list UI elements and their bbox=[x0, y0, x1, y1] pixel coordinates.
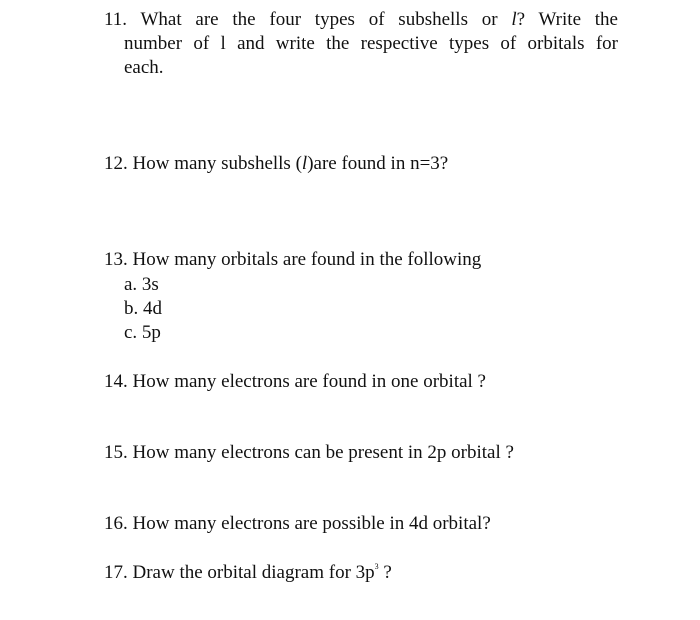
question-13-item-a: a. 3s bbox=[124, 274, 159, 295]
question-11-line-1: 11. What are the four types of subshells or l? Write the bbox=[104, 9, 618, 30]
question-13-item-b: b. 4d bbox=[124, 298, 162, 319]
question-15: 15. How many electrons can be present in 2p orbital ? bbox=[104, 442, 514, 463]
question-17: 17. Draw the orbital diagram for $3p^3$ ? bbox=[104, 562, 392, 583]
question-11 bbox=[104, 8, 618, 80]
question-16: 16. How many electrons are possible in 4d orbital? bbox=[104, 513, 491, 534]
question-13-item-c: c. 5p bbox=[124, 322, 161, 343]
question-13: 13. How many orbitals are found in the following bbox=[104, 249, 482, 270]
question-11-line-2: number of l and write the respective types of orbitals for bbox=[124, 33, 618, 54]
question-11-line-3: each. bbox=[124, 57, 164, 78]
question-14: 14. How many electrons are found in one orbital ? bbox=[104, 371, 486, 392]
superscript-3: 3 bbox=[374, 562, 379, 571]
question-12: 12. How many subshells (l)are found in n=3? bbox=[104, 153, 449, 174]
